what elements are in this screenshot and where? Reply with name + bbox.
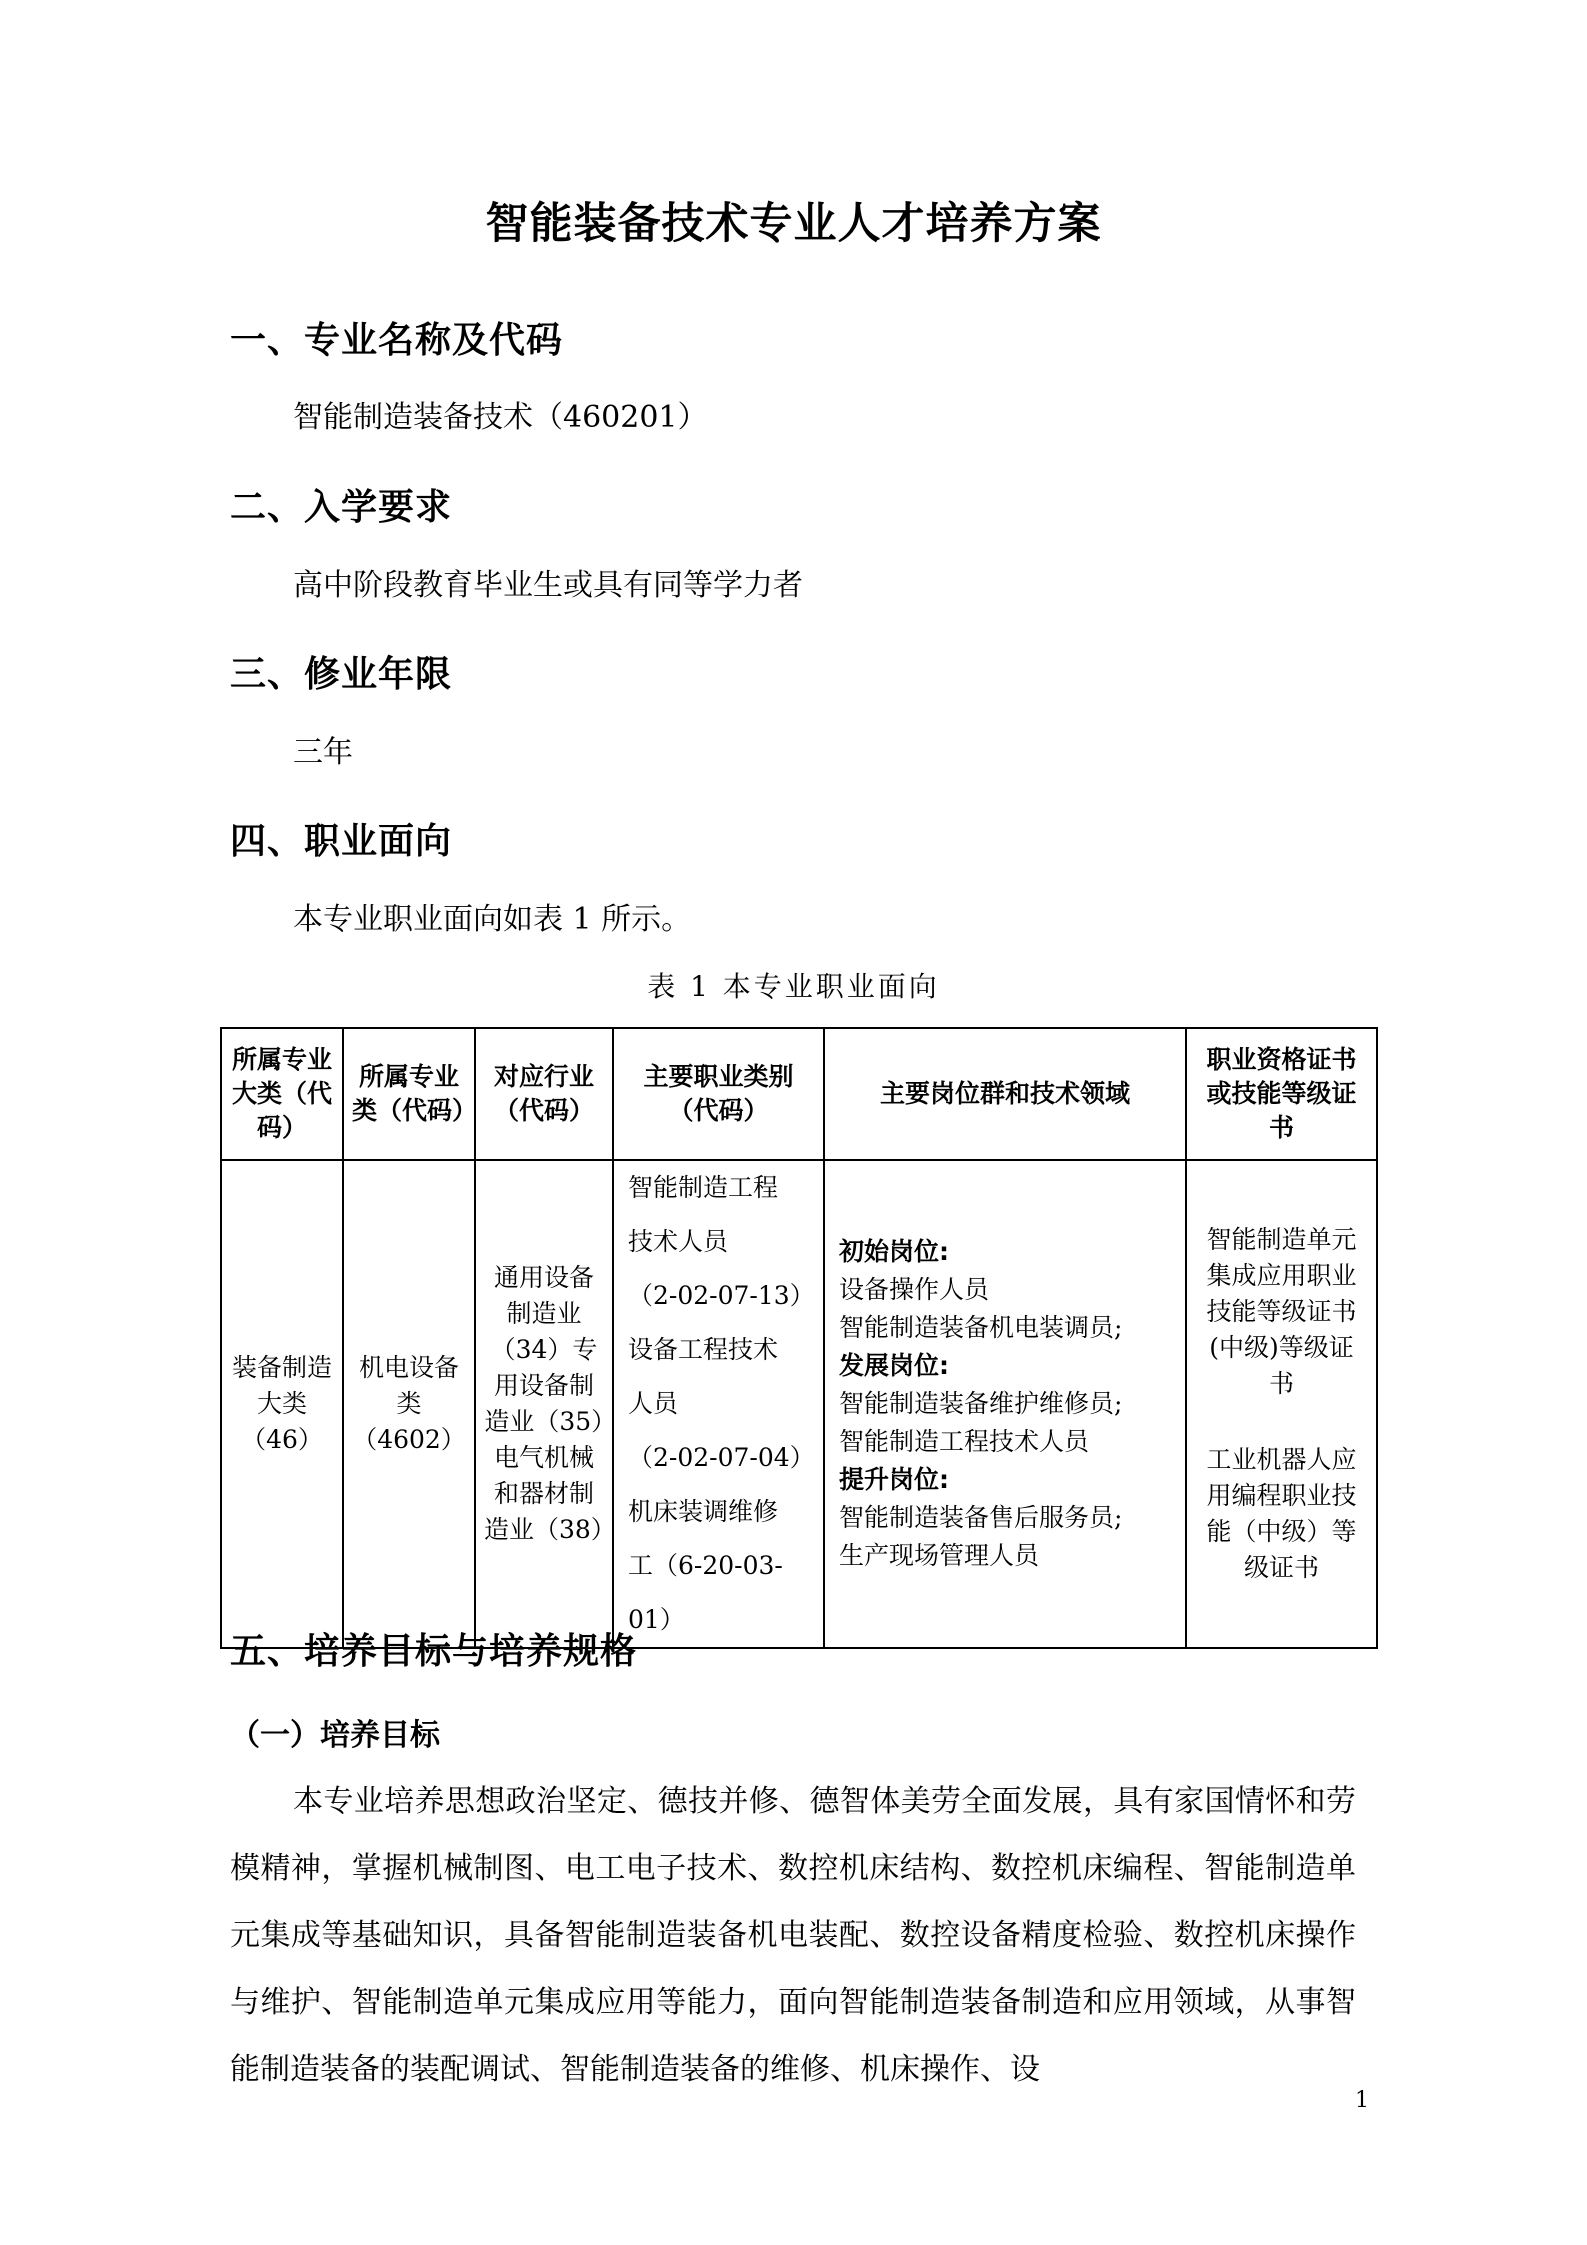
occupation-table <box>220 1027 1378 1649</box>
header-posts: 主要岗位群和技术领域 <box>824 1028 1186 1160</box>
header-major-class: 所属专业类（代码） <box>343 1028 475 1160</box>
header-industry: 对应行业（代码） <box>475 1028 613 1160</box>
cell-job-category: 智能制造工程 技术人员 （2-02-07-13） 设备工程技术 人员 （2-02-07-04） 机床装调维修 工（6-20-03-01） <box>613 1160 824 1648</box>
section-text-3: 三年 <box>293 735 353 770</box>
cell-certificates <box>1186 1160 1377 1648</box>
subsection-heading: （一）培养目标 <box>230 1718 440 1753</box>
table-row <box>221 1160 1377 1648</box>
table-caption: 表 1 本专业职业面向 <box>647 970 940 1003</box>
section-heading-1: 一、专业名称及代码 <box>230 320 564 361</box>
header-job-category: 主要职业类别（代码） <box>613 1028 824 1160</box>
header-major-category: 所属专业大类（代码） <box>221 1028 343 1160</box>
certificate-item: 工业机器人应用编程职业技能（中级）等级证书 <box>1206 1445 1357 1582</box>
training-goal-paragraph: 本专业培养思想政治坚定、德技并修、德智体美劳全面发展，具有家国情怀和劳模精神，掌握机械制图、电工电子技术、数控机床结构、数控机床编程、智能制造单元集成等基础知识，具备智能制造装备机电装配、数控设备精度检验、数控机床操作与维护、智能制造单元集成应用等能力，面向智能制造装备制造和应用领域，从事智能制造装备的装配调试、智能制造装备的维修、机床操作、设 <box>230 1784 1356 2087</box>
header-certificates: 职业资格证书或技能等级证书 <box>1186 1028 1377 1160</box>
cell-posts: 初始岗位: 设备操作人员 智能制造装备机电装调员; 发展岗位: 智能制造装备维护维修员; 智能制造工程技术人员 提升岗位: 智能制造装备售后服务员; 生产现场管理人员 <box>824 1160 1186 1648</box>
section-text-4: 本专业职业面向如表 1 所示。 <box>293 902 692 937</box>
cell-major-category: 装备制造大类（46） <box>221 1160 343 1648</box>
initial-post-label: 初始岗位: <box>839 1237 949 1266</box>
develop-post-label: 发展岗位: <box>839 1351 949 1380</box>
section-heading-5: 五、培养目标与培养规格 <box>230 1631 638 1672</box>
section-heading-4: 四、职业面向 <box>230 821 453 862</box>
certificate-item: 智能制造单元集成应用职业技能等级证书(中级)等级证书 <box>1206 1225 1357 1398</box>
section-heading-3: 三、修业年限 <box>230 654 453 695</box>
table-header-row <box>221 1028 1377 1160</box>
document-title: 智能装备技术专业人才培养方案 <box>485 199 1102 249</box>
cell-industry: 通用设备制造业（34）专用设备制造业（35）电气机械和器材制造业（38） <box>475 1160 613 1648</box>
page-number: 1 <box>1355 2088 1369 2113</box>
cell-major-class: 机电设备类（4602） <box>343 1160 475 1648</box>
section-text-1: 智能制造装备技术（460201） <box>293 400 708 435</box>
section-text-2: 高中阶段教育毕业生或具有同等学力者 <box>293 568 803 603</box>
promote-post-label: 提升岗位: <box>839 1465 949 1494</box>
section-heading-2: 二、入学要求 <box>230 487 453 528</box>
